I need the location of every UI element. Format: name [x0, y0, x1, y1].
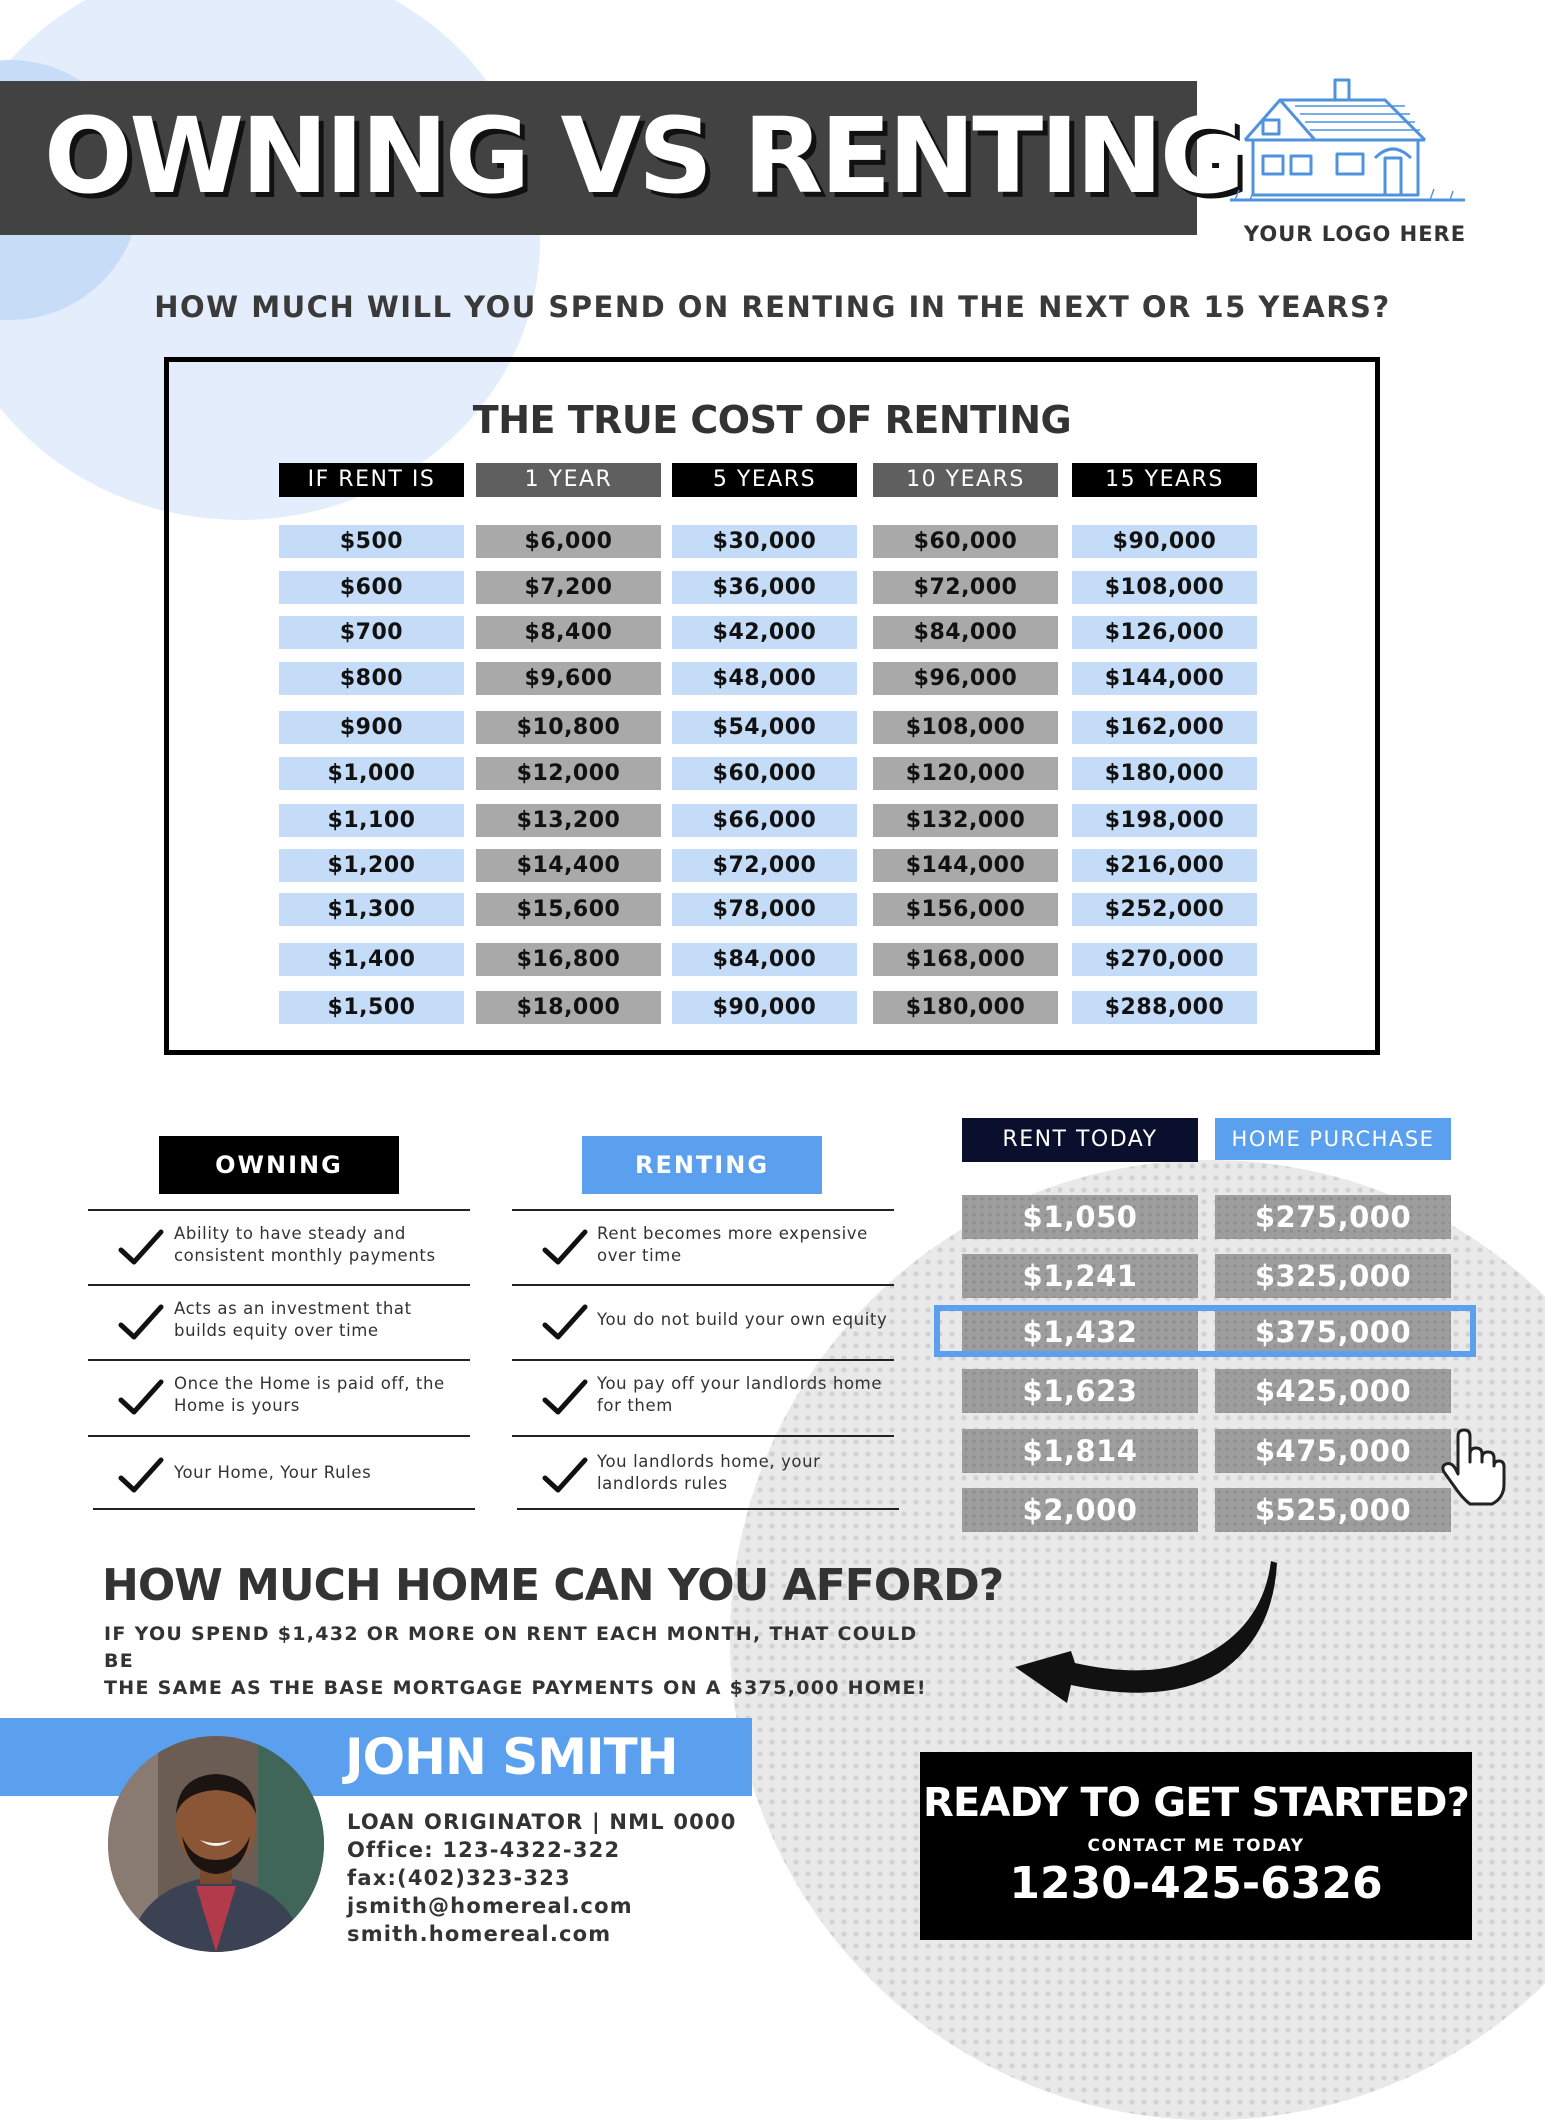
agent-email[interactable]: jsmith@homereal.com [347, 1894, 633, 1918]
agent-fax: fax:(402)323-323 [347, 1866, 571, 1890]
list-divider [512, 1359, 894, 1361]
cost-table-cell: $180,000 [873, 991, 1058, 1024]
home-purchase-header: HOME PURCHASE [1215, 1118, 1451, 1160]
pointer-hand-icon [1440, 1428, 1510, 1508]
list-divider [93, 1508, 475, 1510]
owning-list-item: Once the Home is paid off, the Home is yours [174, 1374, 445, 1415]
cost-table-cell: $1,400 [279, 943, 464, 976]
checkmark-icon [118, 1378, 164, 1418]
agent-role: LOAN ORIGINATOR | NML 0000 [347, 1810, 737, 1834]
afford-title: HOW MUCH HOME CAN YOU AFFORD? [102, 1560, 1004, 1611]
house-logo-icon [1225, 78, 1470, 208]
agent-photo-illustration [108, 1736, 324, 1952]
cost-table-cell: $84,000 [873, 616, 1058, 649]
afford-line-2: THE SAME AS THE BASE MORTGAGE PAYMENTS ON A $375,000 HOME! [104, 1677, 927, 1699]
cost-table-cell: $700 [279, 616, 464, 649]
agent-name: JOHN SMITH [345, 1728, 678, 1786]
cost-table-cell: $78,000 [672, 893, 857, 926]
rent-today-cell: $1,050 [962, 1195, 1198, 1239]
cost-table-cell: $66,000 [672, 804, 857, 837]
cost-table-cell: $36,000 [672, 571, 857, 604]
owning-label: OWNING [159, 1136, 399, 1194]
section-question: HOW MUCH WILL YOU SPEND ON RENTING IN THE NEXT OR 15 YEARS? [154, 290, 1391, 324]
cost-table-header: 1 YEAR [476, 463, 661, 497]
cost-table-cell: $270,000 [1072, 943, 1257, 976]
cost-table-cell: $72,000 [873, 571, 1058, 604]
cost-table-cell: $60,000 [672, 757, 857, 790]
cost-table-cell: $144,000 [873, 849, 1058, 882]
checkmark-icon [542, 1456, 588, 1496]
cost-table-cell: $108,000 [873, 711, 1058, 744]
cost-table-cell: $54,000 [672, 711, 857, 744]
renting-label: RENTING [582, 1136, 822, 1194]
list-divider [88, 1284, 470, 1286]
renting-list-item: You landlords home, your landlords rules [597, 1452, 821, 1493]
home-purchase-cell: $475,000 [1215, 1429, 1451, 1473]
cost-table-cell: $168,000 [873, 943, 1058, 976]
cost-table-cell: $42,000 [672, 616, 857, 649]
cost-table-cell: $162,000 [1072, 711, 1257, 744]
list-divider [517, 1508, 899, 1510]
checkmark-icon [542, 1303, 588, 1343]
list-divider [88, 1359, 470, 1361]
cost-table-header: IF RENT IS [279, 463, 464, 497]
cost-table-cell: $500 [279, 525, 464, 558]
agent-website[interactable]: smith.homereal.com [347, 1922, 612, 1946]
cost-table-cell: $180,000 [1072, 757, 1257, 790]
agent-office-phone: Office: 123-4322-322 [347, 1838, 621, 1862]
rent-today-cell: $1,623 [962, 1369, 1198, 1413]
checkmark-icon [118, 1303, 164, 1343]
page-title: OWNING VS RENTING [44, 95, 1243, 217]
cost-table-cell: $600 [279, 571, 464, 604]
afford-line-1: IF YOU SPEND $1,432 OR MORE ON RENT EACH MONTH, THAT COULD BE [104, 1623, 918, 1672]
cost-table-cell: $900 [279, 711, 464, 744]
cta-title: READY TO GET STARTED? [922, 1780, 1469, 1826]
highlighted-row-frame [934, 1305, 1476, 1357]
checkmark-icon [542, 1378, 588, 1418]
cost-table-header: 10 YEARS [873, 463, 1058, 497]
cost-table-header: 5 YEARS [672, 463, 857, 497]
cost-table-cell: $12,000 [476, 757, 661, 790]
owning-list-item: Your Home, Your Rules [174, 1463, 372, 1482]
cost-table-cell: $18,000 [476, 991, 661, 1024]
rent-today-cell: $1,814 [962, 1429, 1198, 1473]
cost-table-cell: $90,000 [672, 991, 857, 1024]
cta-subtitle: CONTACT ME TODAY [1087, 1836, 1305, 1856]
cost-table-cell: $288,000 [1072, 991, 1257, 1024]
cost-table-cell: $1,100 [279, 804, 464, 837]
cost-table-cell: $132,000 [873, 804, 1058, 837]
cost-table-cell: $1,300 [279, 893, 464, 926]
cost-table-cell: $800 [279, 662, 464, 695]
rent-today-header: RENT TODAY [962, 1118, 1198, 1162]
cost-table-cell: $9,600 [476, 662, 661, 695]
renting-list-item: You pay off your landlords home for them [597, 1374, 883, 1415]
home-purchase-cell: $375,000 [1215, 1310, 1451, 1354]
cost-table-cell: $198,000 [1072, 804, 1257, 837]
checkmark-icon [118, 1228, 164, 1268]
renting-list-item: Rent becomes more expensive over time [597, 1224, 868, 1265]
cost-table-cell: $1,000 [279, 757, 464, 790]
rent-today-cell: $1,241 [962, 1254, 1198, 1298]
owning-list-item: Acts as an investment that builds equity over time [174, 1299, 412, 1340]
rent-today-cell: $2,000 [962, 1488, 1198, 1532]
cost-table-cell: $72,000 [672, 849, 857, 882]
list-divider [512, 1435, 894, 1437]
list-divider [512, 1209, 894, 1211]
list-divider [88, 1435, 470, 1437]
cost-table-cell: $8,400 [476, 616, 661, 649]
cost-table-cell: $6,000 [476, 525, 661, 558]
agent-avatar [108, 1736, 324, 1952]
cost-table-cell: $30,000 [672, 525, 857, 558]
cost-table-cell: $108,000 [1072, 571, 1257, 604]
cost-table-cell: $15,600 [476, 893, 661, 926]
home-purchase-cell: $525,000 [1215, 1488, 1451, 1532]
cta-phone[interactable]: 1230-425-6326 [1009, 1858, 1383, 1909]
cost-table-cell: $48,000 [672, 662, 857, 695]
cost-table-cell: $216,000 [1072, 849, 1257, 882]
list-divider [88, 1209, 470, 1211]
cost-table-cell: $16,800 [476, 943, 661, 976]
cost-table-cell: $252,000 [1072, 893, 1257, 926]
home-purchase-cell: $425,000 [1215, 1369, 1451, 1413]
owning-list-item: Ability to have steady and consistent monthly payments [174, 1224, 436, 1265]
cost-table-cell: $156,000 [873, 893, 1058, 926]
checkmark-icon [542, 1228, 588, 1268]
afford-description [104, 1621, 944, 1702]
cost-table-cell: $126,000 [1072, 616, 1257, 649]
cost-table-cell: $90,000 [1072, 525, 1257, 558]
checkmark-icon [118, 1456, 164, 1496]
cost-table-cell: $1,200 [279, 849, 464, 882]
cost-table-cell: $13,200 [476, 804, 661, 837]
cost-table-cell: $60,000 [873, 525, 1058, 558]
cost-table-title: THE TRUE COST OF RENTING [472, 398, 1072, 442]
cost-table-header: 15 YEARS [1072, 463, 1257, 497]
home-purchase-cell: $275,000 [1215, 1195, 1451, 1239]
cost-table-cell: $10,800 [476, 711, 661, 744]
cost-table-cell: $14,400 [476, 849, 661, 882]
rent-today-cell: $1,432 [962, 1310, 1198, 1354]
renting-list-item: You do not build your own equity [597, 1310, 888, 1329]
curved-arrow-icon [1005, 1555, 1285, 1705]
cost-table-cell: $84,000 [672, 943, 857, 976]
cost-table-cell: $144,000 [1072, 662, 1257, 695]
cost-table-cell: $1,500 [279, 991, 464, 1024]
list-divider [512, 1284, 894, 1286]
cost-table-cell: $120,000 [873, 757, 1058, 790]
home-purchase-cell: $325,000 [1215, 1254, 1451, 1298]
cost-table-cell: $96,000 [873, 662, 1058, 695]
logo-placeholder-text: YOUR LOGO HERE [1243, 222, 1467, 246]
cost-table-cell: $7,200 [476, 571, 661, 604]
